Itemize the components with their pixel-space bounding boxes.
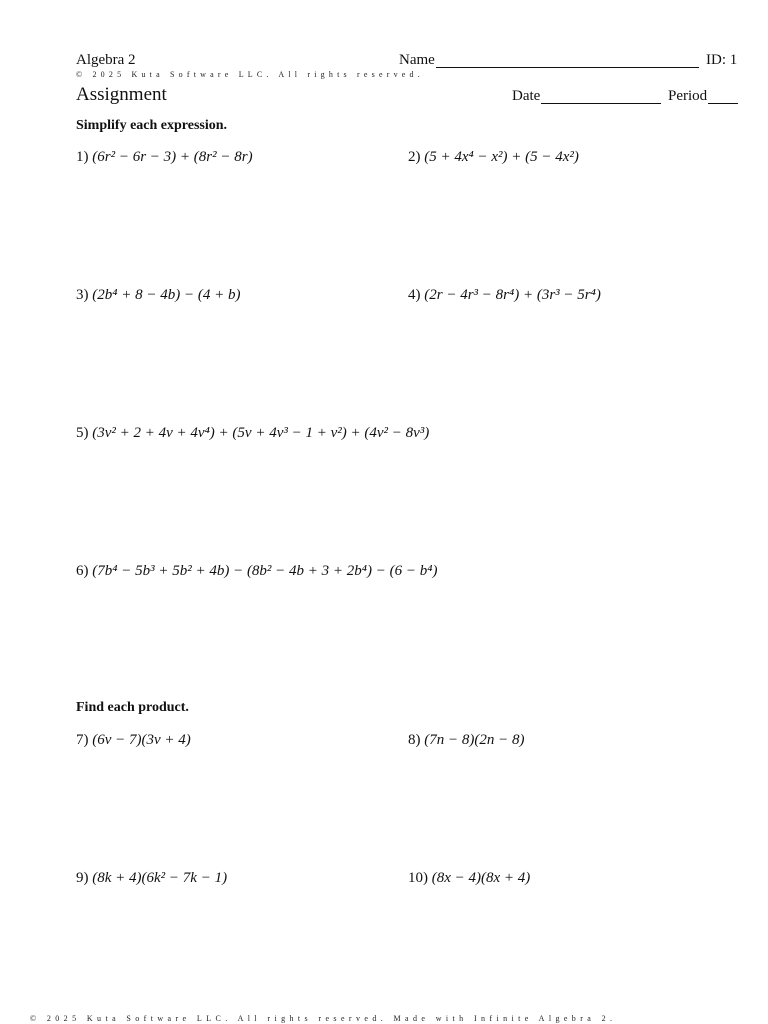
- problem-expression: (6r² − 6r − 3) + (8r² − 8r): [92, 149, 253, 165]
- page-title: Assignment: [76, 84, 167, 105]
- problem-number: 7): [76, 732, 89, 748]
- section-instructions-simplify: Simplify each expression.: [76, 118, 228, 133]
- problem-5: [76, 425, 429, 442]
- problem-7: [76, 732, 191, 749]
- problem-expression: (3v² + 2 + 4v + 4v⁴) + (5v + 4v³ − 1 + v²) + (4v² − 8v³): [92, 425, 430, 441]
- worksheet-id: ID: 1: [706, 52, 738, 68]
- name-blank-line: [436, 67, 699, 68]
- header-copyright: © 2025 Kuta Software LLC. All rights reserved.: [76, 70, 424, 79]
- problem-8: [408, 732, 524, 749]
- problem-number: 9): [76, 870, 89, 886]
- problem-3: [76, 287, 240, 304]
- problem-4: [408, 287, 601, 304]
- date-blank-line: [541, 103, 661, 104]
- problem-expression: (7n − 8)(2n − 8): [424, 732, 525, 748]
- problem-number: 4): [408, 287, 421, 303]
- footer-copyright: © 2025 Kuta Software LLC. All rights reserved. Made with Infinite Algebra 2.: [30, 1014, 617, 1023]
- problem-number: 6): [76, 563, 89, 579]
- problem-6: [76, 563, 437, 580]
- problem-number: 8): [408, 732, 421, 748]
- problem-number: 3): [76, 287, 89, 303]
- problem-expression: (2b⁴ + 8 − 4b) − (4 + b): [92, 287, 241, 303]
- period-blank-line: [708, 103, 738, 104]
- date-label: Date: [512, 88, 541, 104]
- problem-expression: (8x − 4)(8x + 4): [431, 870, 531, 886]
- problem-expression: (7b⁴ − 5b³ + 5b² + 4b) − (8b² − 4b + 3 + 2b⁴) − (6 − b⁴): [92, 563, 438, 579]
- problem-expression: (8k + 4)(6k² − 7k − 1): [92, 870, 228, 886]
- problem-10: [408, 870, 530, 887]
- period-label: Period: [668, 88, 708, 104]
- problem-2: [408, 149, 579, 166]
- problem-number: 10): [408, 870, 428, 886]
- problem-9: [76, 870, 227, 887]
- name-label: Name: [399, 52, 435, 68]
- section-instructions-product: Find each product.: [76, 700, 189, 715]
- problem-number: 2): [408, 149, 421, 165]
- problem-number: 1): [76, 149, 89, 165]
- course-name: Algebra 2: [76, 52, 136, 68]
- problem-1: [76, 149, 253, 166]
- problem-expression: (6v − 7)(3v + 4): [92, 732, 191, 748]
- problem-number: 5): [76, 425, 89, 441]
- problem-expression: (5 + 4x⁴ − x²) + (5 − 4x²): [424, 149, 579, 165]
- problem-expression: (2r − 4r³ − 8r⁴) + (3r³ − 5r⁴): [424, 287, 601, 303]
